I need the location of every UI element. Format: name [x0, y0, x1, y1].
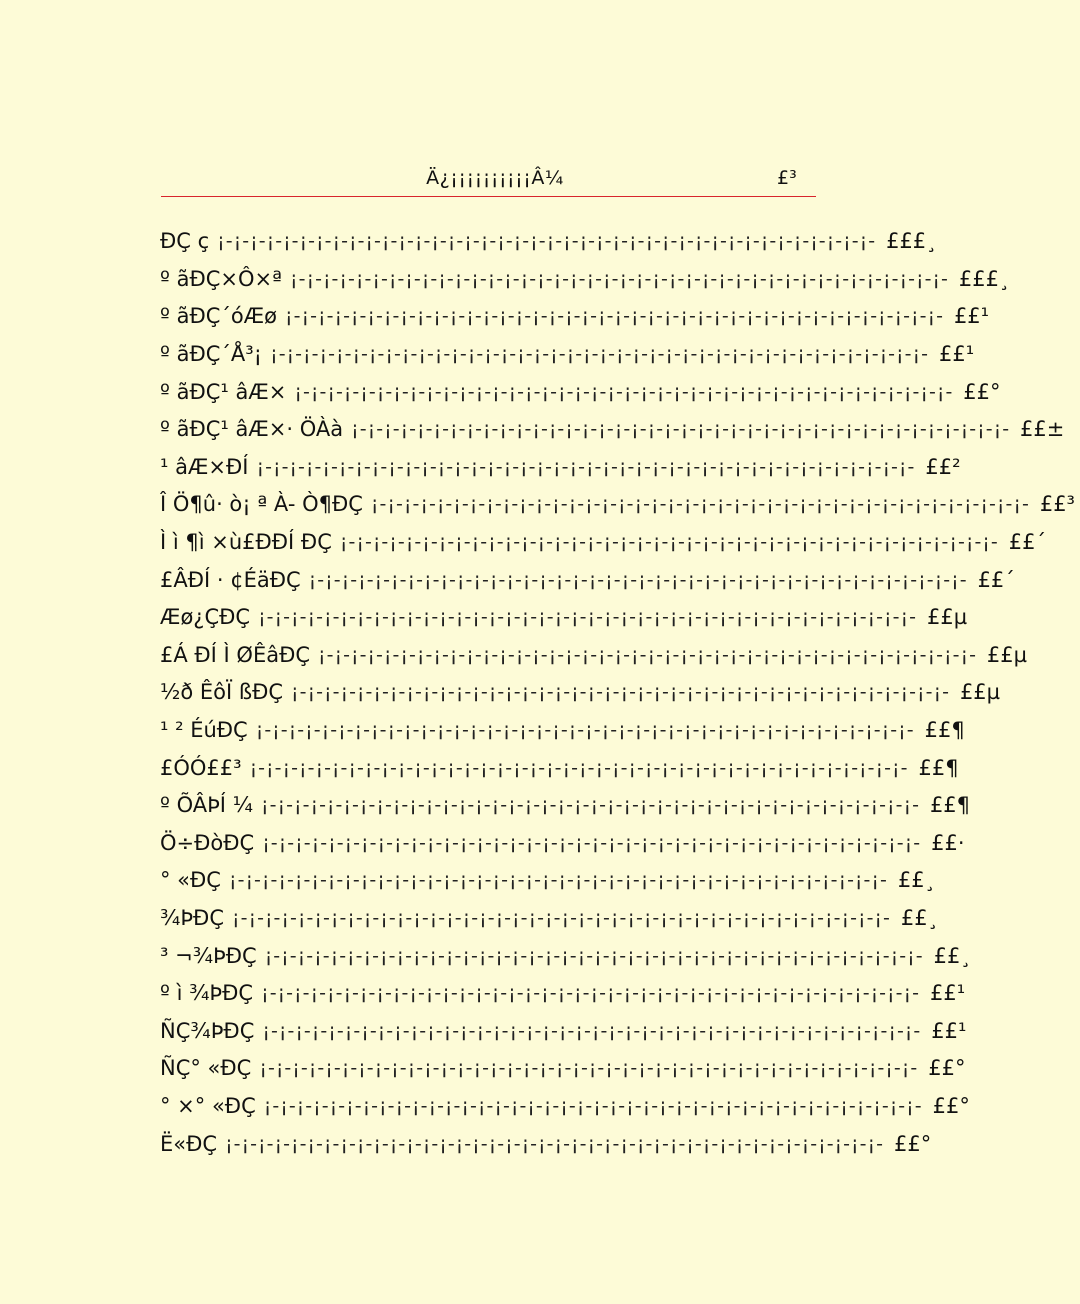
toc-entry-page-number: ££° — [963, 379, 1001, 404]
toc-dot-leader: ¡-¡-¡-¡-¡-¡-¡-¡-¡-¡-¡-¡-¡-¡-¡-¡-¡-¡-¡-¡-¡-¡-¡-¡-¡-¡-¡-¡-¡-¡-¡-¡-¡-¡-¡-¡-¡-¡-¡-¡- — [262, 831, 922, 854]
toc-entry[interactable] — [160, 223, 937, 261]
toc-entry[interactable] — [160, 261, 1010, 299]
toc-entry[interactable] — [160, 900, 939, 938]
toc-entry[interactable] — [160, 373, 1001, 411]
toc-entry-title: º ì ¾ÞÐÇ — [160, 981, 254, 1006]
toc-dot-leader: ¡-¡-¡-¡-¡-¡-¡-¡-¡-¡-¡-¡-¡-¡-¡-¡-¡-¡-¡-¡-¡-¡-¡-¡-¡-¡-¡-¡-¡-¡-¡-¡-¡-¡-¡-¡-¡-¡-¡-¡- — [261, 982, 920, 1005]
toc-dot-leader: ¡-¡-¡-¡-¡-¡-¡-¡-¡-¡-¡-¡-¡-¡-¡-¡-¡-¡-¡-¡-¡-¡-¡-¡-¡-¡-¡-¡-¡-¡-¡-¡-¡-¡-¡-¡-¡-¡-¡-¡- — [228, 869, 888, 892]
toc-dot-leader: ¡-¡-¡-¡-¡-¡-¡-¡-¡-¡-¡-¡-¡-¡-¡-¡-¡-¡-¡-¡-¡-¡-¡-¡-¡-¡-¡-¡-¡-¡-¡-¡-¡-¡-¡-¡-¡-¡-¡-¡- — [370, 493, 1030, 516]
toc-entry-page-number: ££´ — [977, 567, 1015, 592]
toc-dot-leader: ¡-¡-¡-¡-¡-¡-¡-¡-¡-¡-¡-¡-¡-¡-¡-¡-¡-¡-¡-¡-¡-¡-¡-¡-¡-¡-¡-¡-¡-¡-¡-¡-¡-¡-¡-¡-¡-¡-¡-¡- — [264, 944, 924, 967]
toc-dot-leader: ¡-¡-¡-¡-¡-¡-¡-¡-¡-¡-¡-¡-¡-¡-¡-¡-¡-¡-¡-¡-¡-¡-¡-¡-¡-¡-¡-¡-¡-¡-¡-¡-¡-¡-¡-¡-¡-¡-¡-¡- — [285, 305, 944, 328]
toc-entry-page-number: £££¸ — [886, 229, 937, 254]
toc-entry-page-number: ££¶ — [929, 793, 971, 818]
toc-entry-page-number: ££· — [931, 830, 965, 855]
toc-entry-title: Î Ö¶û· ò¡ ª À- Ò¶ÐÇ — [160, 492, 363, 517]
toc-dot-leader: ¡-¡-¡-¡-¡-¡-¡-¡-¡-¡-¡-¡-¡-¡-¡-¡-¡-¡-¡-¡-¡-¡-¡-¡-¡-¡-¡-¡-¡-¡-¡-¡-¡-¡-¡-¡-¡-¡-¡-¡- — [308, 568, 968, 591]
toc-entry-page-number: ££¹ — [931, 1018, 967, 1043]
toc-entry[interactable] — [160, 712, 965, 750]
toc-entry-page-number: ££± — [1020, 417, 1065, 442]
toc-entry[interactable] — [160, 1088, 970, 1126]
toc-dot-leader: ¡-¡-¡-¡-¡-¡-¡-¡-¡-¡-¡-¡-¡-¡-¡-¡-¡-¡-¡-¡-¡-¡-¡-¡-¡-¡-¡-¡-¡-¡-¡-¡-¡-¡-¡-¡-¡-¡-¡-¡- — [263, 1094, 923, 1117]
toc-entry-title: º ãÐÇ´Å³¡ — [160, 342, 263, 367]
toc-entry[interactable] — [160, 825, 965, 863]
toc-entry-title: £ÂÐÍ · ¢ÉäÐÇ — [160, 567, 301, 592]
toc-entry-page-number: ££¸ — [900, 905, 939, 930]
toc-entry[interactable] — [160, 336, 975, 374]
toc-entry-page-number: ££¹ — [953, 304, 990, 329]
toc-entry-title: º ãÐÇ×Ô×ª — [160, 266, 282, 291]
toc-entry-page-number: ££° — [928, 1056, 966, 1081]
toc-entry-page-number: ££° — [932, 1093, 970, 1118]
toc-entry[interactable] — [160, 937, 971, 975]
toc-entry-title: ½ð ÊôÏ ßÐÇ — [160, 680, 284, 705]
toc-entry-page-number: ££¹ — [929, 981, 966, 1006]
toc-entry-title: ÑÇ¾ÞÐÇ — [160, 1018, 255, 1043]
toc-entry[interactable] — [160, 975, 966, 1013]
toc-entry[interactable] — [160, 674, 1001, 712]
toc-entry-title: ¹ ² ÉúÐÇ — [160, 718, 248, 743]
toc-entry[interactable] — [160, 862, 936, 900]
toc-entry-page-number: ££° — [893, 1131, 932, 1156]
toc-dot-leader: ¡-¡-¡-¡-¡-¡-¡-¡-¡-¡-¡-¡-¡-¡-¡-¡-¡-¡-¡-¡-¡-¡-¡-¡-¡-¡-¡-¡-¡-¡-¡-¡-¡-¡-¡-¡-¡-¡-¡-¡- — [290, 267, 949, 290]
toc-entry-title: º ÕÂÞÍ ¼ — [160, 793, 254, 818]
toc-entry[interactable] — [160, 486, 1075, 524]
header-rule — [161, 196, 816, 197]
toc-entry[interactable] — [160, 561, 1015, 599]
toc-entry-page-number: ££¹ — [938, 342, 975, 367]
toc-entry[interactable] — [160, 787, 971, 825]
toc-entry-title: ° «ÐÇ — [160, 868, 221, 893]
toc-dot-leader: ¡-¡-¡-¡-¡-¡-¡-¡-¡-¡-¡-¡-¡-¡-¡-¡-¡-¡-¡-¡-¡-¡-¡-¡-¡-¡-¡-¡-¡-¡-¡-¡-¡-¡-¡-¡-¡-¡-¡-¡- — [217, 230, 877, 253]
toc-entry-page-number: ££µ — [986, 642, 1028, 667]
toc-entry[interactable] — [160, 524, 1047, 562]
toc-entry-page-number: ££¶ — [924, 718, 965, 743]
toc-dot-leader: ¡-¡-¡-¡-¡-¡-¡-¡-¡-¡-¡-¡-¡-¡-¡-¡-¡-¡-¡-¡-¡-¡-¡-¡-¡-¡-¡-¡-¡-¡-¡-¡-¡-¡-¡-¡-¡-¡-¡-¡- — [318, 643, 977, 666]
toc-entry[interactable] — [160, 637, 1028, 675]
toc-dot-leader: ¡-¡-¡-¡-¡-¡-¡-¡-¡-¡-¡-¡-¡-¡-¡-¡-¡-¡-¡-¡-¡-¡-¡-¡-¡-¡-¡-¡-¡-¡-¡-¡-¡-¡-¡-¡-¡-¡-¡-¡- — [270, 343, 929, 366]
toc-dot-leader: ¡-¡-¡-¡-¡-¡-¡-¡-¡-¡-¡-¡-¡-¡-¡-¡-¡-¡-¡-¡-¡-¡-¡-¡-¡-¡-¡-¡-¡-¡-¡-¡-¡-¡-¡-¡-¡-¡-¡-¡- — [294, 380, 954, 403]
toc-entry-title: £ÓÓ££³ — [160, 755, 242, 780]
toc-entry-page-number: ££³ — [1039, 492, 1075, 517]
toc-entry[interactable] — [160, 298, 990, 336]
toc-entry-title: Ë«ÐÇ — [160, 1131, 218, 1156]
toc-entry-page-number: ££µ — [959, 680, 1001, 705]
toc-entry-title: ° ×° «ÐÇ — [160, 1093, 256, 1118]
toc-dot-leader: ¡-¡-¡-¡-¡-¡-¡-¡-¡-¡-¡-¡-¡-¡-¡-¡-¡-¡-¡-¡-¡-¡-¡-¡-¡-¡-¡-¡-¡-¡-¡-¡-¡-¡-¡-¡-¡-¡-¡-¡- — [291, 681, 950, 704]
toc-dot-leader: ¡-¡-¡-¡-¡-¡-¡-¡-¡-¡-¡-¡-¡-¡-¡-¡-¡-¡-¡-¡-¡-¡-¡-¡-¡-¡-¡-¡-¡-¡-¡-¡-¡-¡-¡-¡-¡-¡-¡-¡- — [262, 1019, 922, 1042]
toc-entry-title: ³ ¬¾ÞÐÇ — [160, 943, 257, 968]
toc-entry-title: º ãÐÇ¹ âÆ×· ÖÀà — [160, 417, 344, 442]
toc-entry[interactable] — [160, 599, 968, 637]
toc-entry-title: º ãÐÇ¹ âÆ× — [160, 379, 287, 404]
toc-dot-leader: ¡-¡-¡-¡-¡-¡-¡-¡-¡-¡-¡-¡-¡-¡-¡-¡-¡-¡-¡-¡-¡-¡-¡-¡-¡-¡-¡-¡-¡-¡-¡-¡-¡-¡-¡-¡-¡-¡-¡-¡- — [225, 1132, 884, 1155]
toc-dot-leader: ¡-¡-¡-¡-¡-¡-¡-¡-¡-¡-¡-¡-¡-¡-¡-¡-¡-¡-¡-¡-¡-¡-¡-¡-¡-¡-¡-¡-¡-¡-¡-¡-¡-¡-¡-¡-¡-¡-¡-¡- — [351, 418, 1011, 441]
toc-entry[interactable] — [160, 411, 1065, 449]
toc-dot-leader: ¡-¡-¡-¡-¡-¡-¡-¡-¡-¡-¡-¡-¡-¡-¡-¡-¡-¡-¡-¡-¡-¡-¡-¡-¡-¡-¡-¡-¡-¡-¡-¡-¡-¡-¡-¡-¡-¡-¡-¡- — [232, 906, 891, 929]
toc-entry-page-number: ££¶ — [918, 755, 959, 780]
table-of-contents — [160, 223, 1075, 1163]
toc-entry-title: ÑÇ° «ÐÇ — [160, 1056, 252, 1081]
toc-entry-page-number: ££¸ — [933, 943, 971, 968]
toc-dot-leader: ¡-¡-¡-¡-¡-¡-¡-¡-¡-¡-¡-¡-¡-¡-¡-¡-¡-¡-¡-¡-¡-¡-¡-¡-¡-¡-¡-¡-¡-¡-¡-¡-¡-¡-¡-¡-¡-¡-¡-¡- — [339, 531, 999, 554]
toc-dot-leader: ¡-¡-¡-¡-¡-¡-¡-¡-¡-¡-¡-¡-¡-¡-¡-¡-¡-¡-¡-¡-¡-¡-¡-¡-¡-¡-¡-¡-¡-¡-¡-¡-¡-¡-¡-¡-¡-¡-¡-¡- — [249, 756, 909, 779]
toc-dot-leader: ¡-¡-¡-¡-¡-¡-¡-¡-¡-¡-¡-¡-¡-¡-¡-¡-¡-¡-¡-¡-¡-¡-¡-¡-¡-¡-¡-¡-¡-¡-¡-¡-¡-¡-¡-¡-¡-¡-¡-¡- — [255, 719, 915, 742]
toc-entry-page-number: ££´ — [1008, 530, 1047, 555]
toc-entry-title: º ãÐÇ´óÆø — [160, 304, 278, 329]
toc-entry-title: ¹ âÆ×ÐÍ — [160, 454, 249, 479]
running-header-page-number: £³ — [777, 167, 797, 189]
toc-dot-leader: ¡-¡-¡-¡-¡-¡-¡-¡-¡-¡-¡-¡-¡-¡-¡-¡-¡-¡-¡-¡-¡-¡-¡-¡-¡-¡-¡-¡-¡-¡-¡-¡-¡-¡-¡-¡-¡-¡-¡-¡- — [259, 1057, 919, 1080]
toc-entry[interactable] — [160, 1050, 966, 1088]
toc-entry-title: Ì ì ¶ì ×ù£ÐÐÍ ÐÇ — [160, 530, 332, 555]
toc-entry-title: £Á ÐÍ Ì ØÊâÐÇ — [160, 642, 311, 667]
toc-dot-leader: ¡-¡-¡-¡-¡-¡-¡-¡-¡-¡-¡-¡-¡-¡-¡-¡-¡-¡-¡-¡-¡-¡-¡-¡-¡-¡-¡-¡-¡-¡-¡-¡-¡-¡-¡-¡-¡-¡-¡-¡- — [256, 455, 916, 478]
toc-entry[interactable] — [160, 749, 959, 787]
toc-entry-title: ¾ÞÐÇ — [160, 905, 224, 930]
toc-entry-page-number: ££² — [925, 454, 961, 479]
toc-dot-leader: ¡-¡-¡-¡-¡-¡-¡-¡-¡-¡-¡-¡-¡-¡-¡-¡-¡-¡-¡-¡-¡-¡-¡-¡-¡-¡-¡-¡-¡-¡-¡-¡-¡-¡-¡-¡-¡-¡-¡-¡- — [258, 606, 917, 629]
toc-entry-title: Ö÷ÐòÐÇ — [160, 830, 255, 855]
toc-entry-page-number: ££µ — [926, 605, 968, 630]
toc-entry[interactable] — [160, 1125, 932, 1163]
toc-entry-page-number: ££¸ — [897, 868, 936, 893]
running-header-title: Ä¿¡¡¡¡¡¡¡¡¡¡Â¼ — [426, 167, 564, 189]
toc-entry[interactable] — [160, 449, 961, 487]
toc-entry-page-number: £££¸ — [958, 266, 1010, 291]
toc-entry-title: ÐÇ ç — [160, 229, 210, 254]
toc-entry-title: Æø¿ÇÐÇ — [160, 605, 251, 630]
toc-entry[interactable] — [160, 1012, 967, 1050]
toc-dot-leader: ¡-¡-¡-¡-¡-¡-¡-¡-¡-¡-¡-¡-¡-¡-¡-¡-¡-¡-¡-¡-¡-¡-¡-¡-¡-¡-¡-¡-¡-¡-¡-¡-¡-¡-¡-¡-¡-¡-¡-¡- — [261, 794, 920, 817]
